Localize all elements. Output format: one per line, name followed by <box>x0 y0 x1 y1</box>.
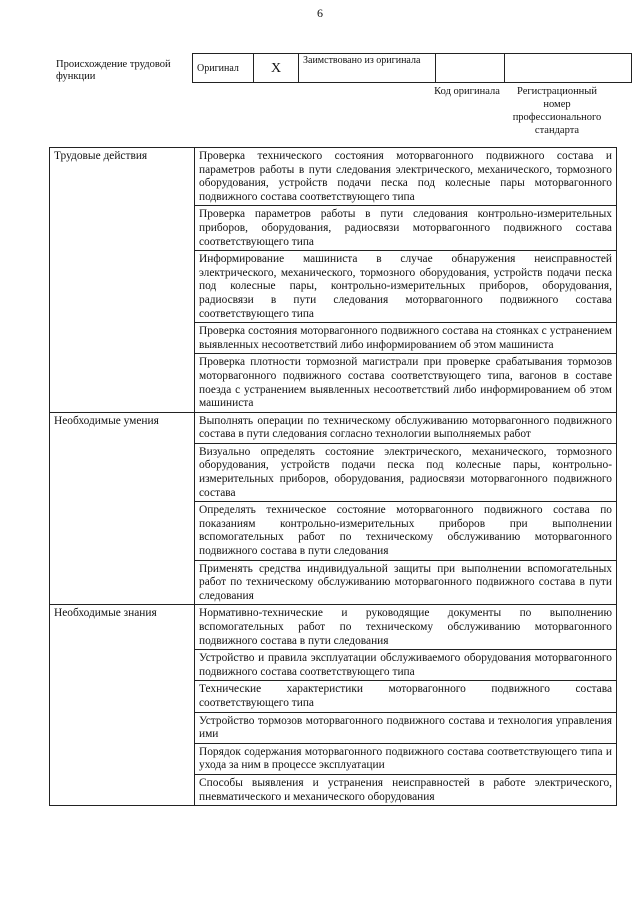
table-cell: Нормативно-технические и руководящие документы по выполнению вспомогательных работ по техническому обслуживанию моторвагонного подвижного состава в пути следования <box>195 605 617 650</box>
original-cell: Оригинал <box>193 54 254 83</box>
table-cell: Выполнять операции по техническому обслуживанию моторвагонного подвижного состава в пути следования согласно технологии выполняемых работ <box>195 412 617 443</box>
table-cell: Информирование машиниста в случае обнаружения неисправностей электрического, механического, тормозного оборудования, устройств подачи песка под колесные пары, контрольно-измерительных приборов, оборудования, радиосвязи в пути следования моторвагонного подвижного состава соответствующего типа <box>195 251 617 323</box>
table-cell: Порядок содержания моторвагонного подвижного состава соответствующего типа и ухода за ним в процессе эксплуатации <box>195 743 617 774</box>
table-cell: Визуально определять состояние электрического, механического, тормозного оборудования, устройств подачи песка под колесные пары, контрольно-измерительных приборов, оборудования, радиосвязи моторвагонного подвижного состава <box>195 443 617 501</box>
table-cell: Технические характеристики моторвагонного подвижного состава соответствующего типа <box>195 681 617 712</box>
table-cell: Проверка состояния моторвагонного подвижного состава на стоянках с устранением выявленных несоответствий либо информированием об этом машиниста <box>195 323 617 354</box>
table-cell: Устройство тормозов моторвагонного подвижного состава и технология управления ими <box>195 712 617 743</box>
page-number: 6 <box>317 6 323 20</box>
borrowed-cell: Заимствовано из оригинала <box>299 54 436 83</box>
table-row <box>50 148 617 206</box>
section-title: Необходимые умения <box>50 412 195 605</box>
table-cell: Проверка технического состояния моторвагонного подвижного состава и параметров работы в пути следования электрического, механического, тормозного оборудования, устройств подачи песка под колесные пары моторвагонного подвижного состава соответствующего типа <box>195 148 617 206</box>
original-mark: X <box>254 54 299 83</box>
original-code-cell <box>436 54 505 83</box>
section-title: Необходимые знания <box>50 605 195 806</box>
table-cell: Определять техническое состояние моторвагонного подвижного состава по показаниям контрольно-измерительных приборов при выполнении вспомогательных работ по техническому обслуживанию моторвагонного подвижного состава в пути следования <box>195 502 617 560</box>
registration-number-caption: Регистрационный номер профессионального стандарта <box>512 86 602 136</box>
table-row <box>50 412 617 443</box>
labor-functions-table <box>49 147 617 806</box>
table-cell: Устройство и правила эксплуатации обслуживаемого оборудования моторвагонного подвижного состава соответствующего типа <box>195 650 617 681</box>
table-row <box>50 605 617 650</box>
origin-label: Происхождение трудовой функции <box>56 59 171 82</box>
table-cell: Применять средства индивидуальной защиты при выполнении вспомогательных работ по техническому обслуживанию моторвагонного подвижного состава в пути следования <box>195 560 617 605</box>
table-cell: Проверка параметров работы в пути следования контрольно-измерительных приборов, оборудования, радиосвязи моторвагонного подвижного состава соответствующего типа <box>195 206 617 251</box>
origin-table <box>192 53 632 83</box>
registration-number-cell <box>505 54 632 83</box>
section-title: Трудовые действия <box>50 148 195 413</box>
table-cell: Способы выявления и устранения неисправностей в работе электрического, пневматического и механического оборудования <box>195 774 617 805</box>
table-cell: Проверка плотности тормозной магистрали при проверке срабатывания тормозов моторвагонного подвижного состава соответствующего типа, вагонов в составе поезда с устранением выявленных несоответствий либо информированием об этом машиниста <box>195 354 617 412</box>
original-code-caption: Код оригинала <box>434 86 500 97</box>
